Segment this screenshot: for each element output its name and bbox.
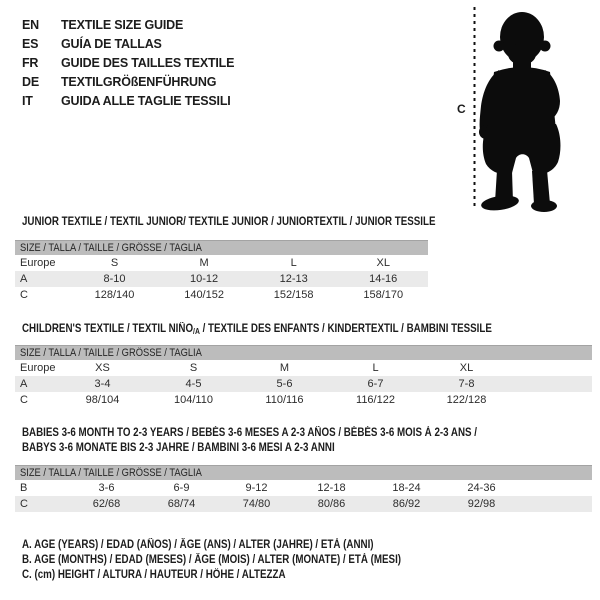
size-header-label: SIZE / TALLA / TAILLE / GRÖSSE / TAGLIA bbox=[20, 467, 202, 479]
table-cell: 3-4 bbox=[94, 378, 111, 390]
size-table bbox=[15, 240, 428, 303]
row-label: A bbox=[20, 273, 28, 285]
language-row bbox=[22, 54, 234, 73]
baby-silhouette bbox=[479, 12, 560, 213]
table-cell: 80/86 bbox=[317, 498, 346, 510]
table-cell: 18-24 bbox=[392, 482, 421, 494]
table-row bbox=[15, 376, 592, 392]
row-label: C bbox=[20, 394, 28, 406]
table-row bbox=[15, 392, 592, 408]
size-table-header-bar bbox=[15, 345, 592, 360]
row-label: Europe bbox=[20, 362, 56, 374]
section-title-line bbox=[22, 441, 600, 456]
footnote-legend bbox=[22, 538, 468, 583]
section-title-line bbox=[22, 215, 600, 230]
language-code: ES bbox=[22, 37, 39, 51]
table-cell: S bbox=[189, 362, 198, 374]
footnote-text: A. AGE (YEARS) / EDAD (AÑOS) / ÂGE (ANS) / ALTER (JAHRE) / ETÀ (ANNI) bbox=[22, 539, 374, 551]
section-junior-textile bbox=[0, 215, 600, 301]
table-cell: 8-10 bbox=[103, 273, 126, 285]
title-segment: JUNIOR TEXTILE / TEXTIL JUNIOR/ TEXTILE JUNIOR / JUNIORTEXTIL / JUNIOR TESSILE bbox=[22, 216, 436, 228]
size-table bbox=[15, 465, 592, 512]
table-cell: 68/74 bbox=[167, 498, 196, 510]
height-figure bbox=[450, 4, 600, 214]
size-table-header-bar bbox=[15, 465, 592, 480]
title-segment: /A bbox=[193, 327, 200, 336]
table-cell: 140/152 bbox=[184, 289, 224, 301]
table-row bbox=[15, 496, 592, 512]
footnote-line bbox=[22, 538, 468, 553]
title-segment: / TEXTILE DES ENFANTS / KINDERTEXTIL / BAMBINI TESSILE bbox=[199, 323, 492, 335]
baby-ear-right bbox=[540, 41, 551, 52]
table-cell: 6-9 bbox=[173, 482, 190, 494]
baby-shorts bbox=[483, 124, 561, 174]
section-title-line bbox=[22, 426, 600, 441]
section-title bbox=[22, 426, 600, 456]
table-cell: 10-12 bbox=[190, 273, 219, 285]
table-cell: XL bbox=[376, 257, 390, 269]
table-cell: 92/98 bbox=[467, 498, 496, 510]
row-label: C bbox=[20, 289, 28, 301]
toddler-silhouette bbox=[450, 4, 600, 214]
title-segment: CHILDREN'S TEXTILE / TEXTIL NIÑO bbox=[22, 323, 194, 335]
size-header-label: SIZE / TALLA / TAILLE / GRÖSSE / TAGLIA bbox=[20, 242, 202, 254]
table-cell: 110/116 bbox=[265, 394, 304, 406]
size-header-label: SIZE / TALLA / TAILLE / GRÖSSE / TAGLIA bbox=[20, 347, 202, 359]
table-cell: XL bbox=[459, 362, 474, 374]
language-label: TEXTILE SIZE GUIDE bbox=[61, 18, 184, 32]
row-label: Europe bbox=[20, 257, 56, 269]
table-cell: 98/104 bbox=[85, 394, 120, 406]
section-title-text bbox=[22, 426, 477, 441]
language-label: GUÍA DE TALLAS bbox=[61, 37, 162, 51]
table-row bbox=[15, 480, 592, 496]
section-title-text bbox=[22, 322, 492, 339]
section-title-text bbox=[22, 215, 436, 230]
language-label: GUIDA ALLE TAGLIE TESSILI bbox=[61, 94, 231, 108]
table-cell: XS bbox=[95, 362, 110, 374]
table-cell: 6-7 bbox=[367, 378, 384, 390]
language-code: EN bbox=[22, 18, 39, 32]
table-cell: S bbox=[110, 257, 119, 269]
language-label: TEXTILGRÖßENFÜHRUNG bbox=[61, 75, 217, 89]
language-label: GUIDE DES TAILLES TEXTILE bbox=[61, 56, 235, 70]
section-title bbox=[22, 215, 600, 230]
footnote-text: B. AGE (MONTHS) / EDAD (MESES) / ÂGE (MOIS) / ALTER (MONATE) / ETÀ (MESI) bbox=[22, 554, 402, 566]
table-row bbox=[15, 287, 428, 303]
size-table-header-bar bbox=[15, 240, 428, 255]
table-cell: 62/68 bbox=[92, 498, 121, 510]
table-cell: 104/110 bbox=[174, 394, 213, 406]
table-cell: 24-36 bbox=[467, 482, 496, 494]
section-title-line bbox=[22, 322, 600, 337]
column-header-row bbox=[15, 255, 428, 271]
language-row bbox=[22, 92, 234, 111]
column-header-row bbox=[15, 360, 592, 376]
table-cell: M bbox=[279, 362, 290, 374]
table-cell: 158/170 bbox=[363, 289, 404, 301]
row-label: A bbox=[20, 378, 28, 390]
table-row bbox=[15, 271, 428, 287]
footnote-text: C. (cm) HEIGHT / ALTURA / HAUTEUR / HÖHE / ALTEZZA bbox=[22, 569, 286, 581]
table-cell: 128/140 bbox=[94, 289, 135, 301]
language-code: IT bbox=[22, 94, 33, 108]
table-cell: 122/128 bbox=[446, 394, 487, 406]
table-cell: 14-16 bbox=[369, 273, 398, 285]
table-cell: L bbox=[290, 257, 297, 269]
section-title bbox=[22, 322, 600, 337]
baby-leg-right bbox=[532, 170, 550, 204]
table-cell: 12-13 bbox=[279, 273, 308, 285]
language-row bbox=[22, 35, 234, 54]
language-code: DE bbox=[22, 75, 39, 89]
table-cell: 9-12 bbox=[245, 482, 268, 494]
baby-ear-left bbox=[494, 41, 505, 52]
language-row bbox=[22, 16, 234, 35]
table-cell: L bbox=[372, 362, 379, 374]
language-list bbox=[22, 16, 234, 111]
baby-foot-left bbox=[480, 193, 520, 212]
table-cell: 7-8 bbox=[458, 378, 475, 390]
section-title-text bbox=[22, 441, 335, 456]
table-cell: M bbox=[199, 257, 209, 269]
table-cell: 74/80 bbox=[242, 498, 271, 510]
table-cell: 86/92 bbox=[392, 498, 421, 510]
language-code: FR bbox=[22, 56, 39, 70]
section-childrens-textile bbox=[0, 322, 600, 406]
table-cell: 116/122 bbox=[356, 394, 395, 406]
table-cell: 4-5 bbox=[185, 378, 202, 390]
row-label: B bbox=[20, 482, 28, 494]
row-label: C bbox=[20, 498, 28, 510]
footnote-line bbox=[22, 568, 468, 583]
table-cell: 5-6 bbox=[276, 378, 293, 390]
baby-foot-right bbox=[531, 200, 557, 212]
title-segment: BABYS 3-6 MONATE BIS 2-3 JAHRE / BAMBINI 3-6 MESI A 2-3 ANNI bbox=[22, 442, 335, 454]
table-cell: 12-18 bbox=[317, 482, 346, 494]
size-table bbox=[15, 345, 592, 408]
table-cell: 3-6 bbox=[98, 482, 115, 494]
section-babies-textile bbox=[0, 426, 600, 510]
height-marker-label: C bbox=[457, 102, 466, 116]
title-segment: BABIES 3-6 MONTH TO 2-3 YEARS / BEBÉS 3-6 MESES A 2-3 AÑOS / BÉBÉS 3-6 MOIS À 2-3 ANS / bbox=[22, 427, 478, 439]
footnote-line bbox=[22, 553, 468, 568]
table-cell: 152/158 bbox=[273, 289, 314, 301]
language-row bbox=[22, 73, 234, 92]
